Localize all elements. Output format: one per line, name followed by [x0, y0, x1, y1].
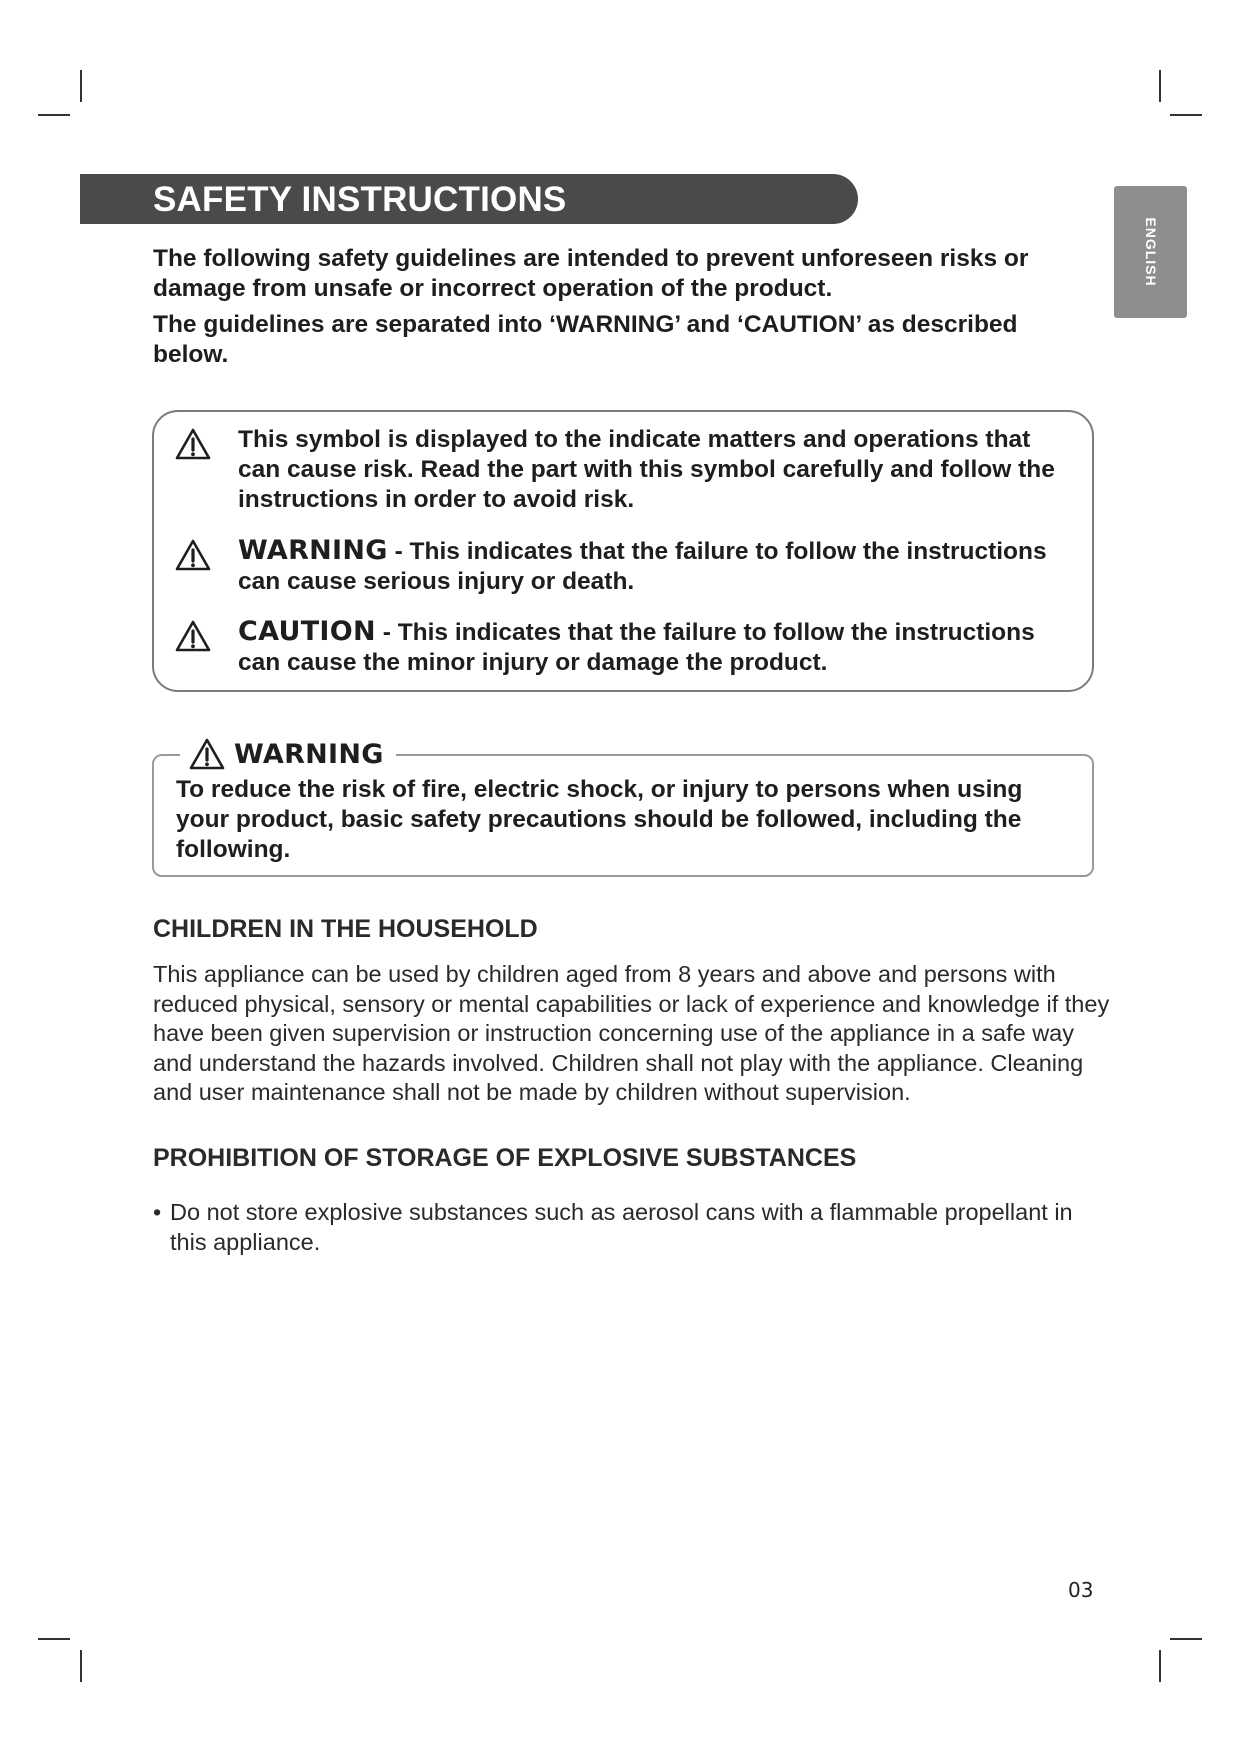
crop-mark-top-left-v: [80, 70, 82, 102]
caution-description: - This indicates that the failure to follow the instructions can cause the minor injury or damage the product.: [238, 619, 1035, 676]
intro-paragraph-2: The guidelines are separated into ‘WARNING’ and ‘CAUTION’ as described below.: [153, 311, 1018, 368]
crop-mark-bottom-right-h: [1170, 1638, 1202, 1640]
crop-mark-bottom-left-v: [80, 1650, 82, 1682]
crop-mark-bottom-right-v: [1159, 1650, 1161, 1682]
crop-mark-bottom-left-h: [38, 1638, 70, 1640]
warning-row: [174, 536, 1074, 597]
intro-text: [153, 244, 1083, 376]
explosive-item-text: Do not store explosive substances such as aerosol cans with a flammable propellant in this appliance.: [170, 1199, 1073, 1255]
crop-mark-top-right-h: [1170, 114, 1202, 116]
warning-box-text: To reduce the risk of fire, electric shock, or injury to persons when using your product, basic safety precautions should be followed, including the following.: [176, 776, 1023, 863]
warning-description: - This indicates that the failure to follow the instructions can cause serious injury or death.: [238, 538, 1047, 595]
crop-mark-top-left-h: [38, 114, 70, 116]
caution-description-line: [238, 617, 1074, 678]
warning-label: WARNING: [238, 535, 388, 566]
warning-triangle-icon: [188, 737, 226, 771]
language-tab-label: ENGLISH: [1142, 217, 1159, 287]
warning-triangle-icon: [174, 538, 212, 572]
caution-triangle-icon: [174, 619, 212, 653]
language-tab: [1114, 186, 1187, 318]
section-title-bar: [80, 174, 858, 224]
warning-box-legend: [180, 734, 396, 774]
warning-description-line: [238, 536, 1074, 597]
bullet-marker: •: [153, 1199, 162, 1225]
explosive-heading: PROHIBITION OF STORAGE OF EXPLOSIVE SUBSTANCES: [153, 1144, 857, 1172]
intro-paragraph-1: The following safety guidelines are intended to prevent unforeseen risks or damage from unsafe or incorrect operation of the product.: [153, 245, 1029, 302]
list-item: [153, 1198, 1103, 1257]
symbol-description: This symbol is displayed to the indicate matters and operations that can cause risk. Read the part with this symbol carefully and follow the instructions in order to avoid risk.: [238, 426, 1055, 513]
children-body: This appliance can be used by children aged from 8 years and above and persons with reduced physical, sensory or mental capabilities or lack of experience and knowledge if they have been given supervision or instruction concerning use of the appliance in a safe way and understand the hazards involved. Children shall not play with the appliance. Cleaning and user maintenance shall not be made by children without supervision.: [153, 961, 1110, 1105]
caution-label: CAUTION: [238, 616, 376, 647]
children-heading: CHILDREN IN THE HOUSEHOLD: [153, 915, 538, 943]
warning-box-label: WARNING: [234, 738, 384, 770]
page-title: SAFETY INSTRUCTIONS: [153, 180, 567, 219]
caution-row: [174, 617, 1074, 678]
page-number: 03: [1068, 1578, 1094, 1602]
symbol-explanation-box: [152, 410, 1094, 692]
warning-triangle-icon: [174, 427, 212, 461]
symbol-row: [174, 425, 1074, 515]
crop-mark-top-right-v: [1159, 70, 1161, 102]
